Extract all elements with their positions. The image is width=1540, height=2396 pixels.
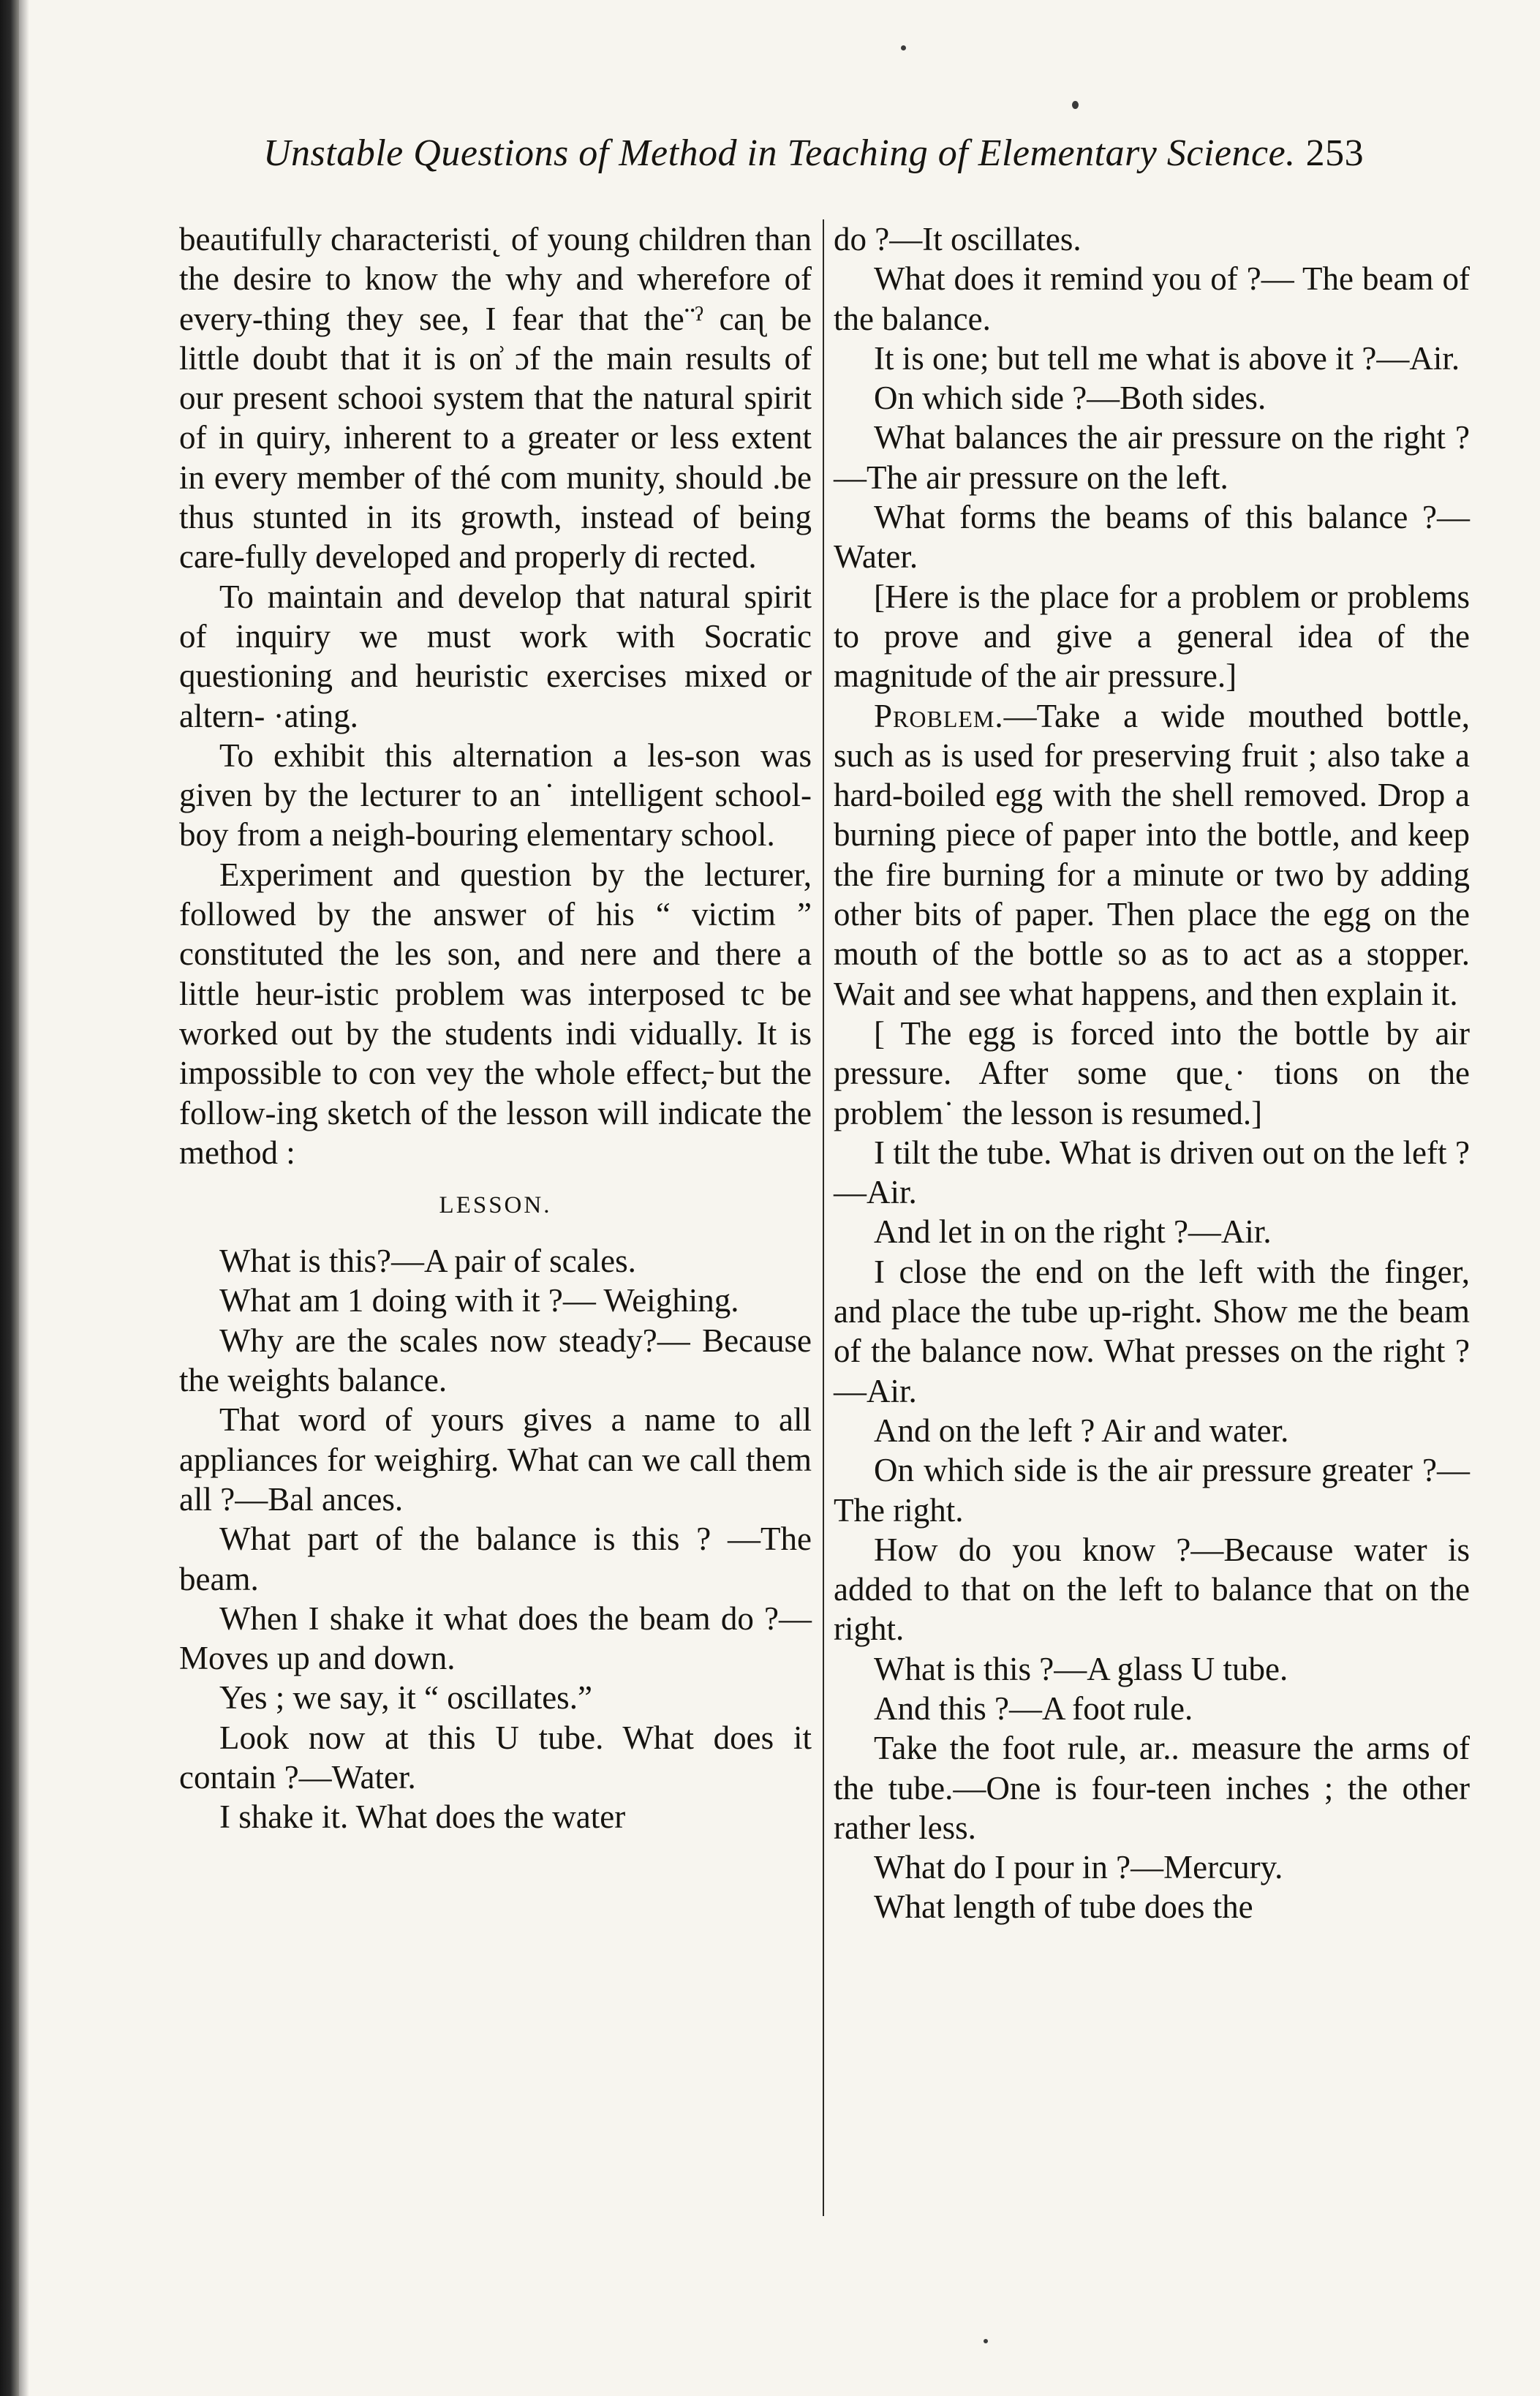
dialogue-line: do ?—It oscillates. — [834, 221, 1082, 257]
dialogue-line: I tilt the tube. What is driven out on the left ?—Air. — [834, 1134, 1470, 1211]
dialogue-line: What is this?—A pair of scales. — [219, 1243, 636, 1280]
dialogue-line: What forms the beams of this balance ?—Water. — [834, 499, 1470, 576]
dialogue-line: Why are the scales now steady?— Because the weights balance. — [179, 1322, 812, 1399]
ink-speck — [901, 45, 906, 50]
dialogue-line: I shake it. What does the water — [219, 1798, 626, 1836]
dialogue-line: And let in on the right ?—Air. — [874, 1213, 1272, 1251]
dialogue-line: What part of the balance is this ? —The beam. — [179, 1521, 812, 1597]
running-header — [263, 132, 1484, 175]
dialogue-line: When I shake it what does the beam do ?—Moves up and down. — [179, 1600, 812, 1677]
paragraph: Experiment and question by the lecturer, followed by the answer of his “ victim ” constituted the les son, and nere and there a little heur-istic problem was interposed tc be worked out by the students indi vidually. It is impossible to con vey the whole effect,̵ but the follow-ing sketch of the lesson will indicate the method : — [179, 856, 812, 1171]
problem-text: Take a wide mouthed bottle, such as is used for preserving fruit ; also take a hard-boiled egg with the shell removed. Drop a burning piece of paper into the bottle, and keep the fire burning for a minute or two by adding other bits of paper. Then place the egg on the mouth of the bottle so as to act as a stopper. Wait and see what happens, and then explain it. — [834, 697, 1470, 1012]
lesson-heading: LESSON. — [439, 1192, 552, 1219]
gutter-shadow — [19, 0, 29, 2396]
page-number: 253 — [1305, 132, 1365, 174]
column-divider — [823, 219, 824, 2216]
problem-label: Problem. — [874, 697, 1004, 734]
dialogue-line: What balances the air pressure on the right ?—The air pressure on the left. — [834, 419, 1470, 496]
right-column — [834, 219, 1470, 1927]
dialogue-line: What do I pour in ?—Mercury. — [874, 1849, 1283, 1886]
paragraph: beautifully characteristi˛ of young children than the desire to know the why and wherefore of every-thing they see, I fear that the¨ˀ caɳ be little doubt that it is on͗ ɔf the main results of our present schooi system that the natural spirit of in quiry, inherent to a greater or less extent in every member of thé com munity, should .be thus stunted in its growth, instead of being care-fully developed and properly di rected. — [179, 221, 812, 576]
problem-paragraph: Problem.—Take a wide mouthed bottle, such as is used for preserving fruit ; also take a hard-boiled egg with the shell removed. Drop a burning piece of paper into the bottle, and keep the fire burning for a minute or two by adding other bits of paper. Then place the egg on the mouth of the bottle so as to act as a stopper. Wait and see what happens, and then explain it. — [834, 697, 1470, 1012]
dialogue-line: What does it remind you of ?— The beam of the balance. — [834, 260, 1470, 337]
dialogue-line: How do you know ?—Because water is added to that on the left to balance that on the right. — [834, 1531, 1470, 1648]
bracket-note: [Here is the place for a problem or problems to prove and give a general idea of the magnitude of the air pressure.] — [834, 578, 1470, 695]
dialogue-line: On which side ?—Both sides. — [874, 380, 1267, 417]
dialogue-line: Take the foot rule, ar.. measure the arms of the tube.—One is four-teen inches ; the other rather less. — [834, 1730, 1470, 1846]
dialogue-line: On which side is the air pressure greater ?—The right. — [834, 1452, 1470, 1529]
bracket-note: [ The egg is forced into the bottle by air pressure. After some que˛· tions on the problem˙ the lesson is resumed.] — [834, 1014, 1470, 1131]
dialogue-line: What am 1 doing with it ?— Weighing. — [219, 1282, 739, 1319]
paragraph: To maintain and develop that natural spirit of inquiry we must work with Socratic questioning and heuristic exercises mixed or altern- ·ating. — [179, 578, 812, 734]
dialogue-line: That word of yours gives a name to all appliances for weighirg. What can we call them all ?—Bal ances. — [179, 1401, 812, 1518]
ink-speck — [984, 2339, 988, 2343]
left-column — [179, 219, 812, 1837]
dialogue-line: What is this ?—A glass U tube. — [874, 1650, 1288, 1687]
dialogue-line: It is one; but tell me what is above it ?—Air. — [874, 339, 1460, 377]
book-spine-shadow — [0, 0, 19, 2396]
dialogue-line: I close the end on the left with the finger, and place the tube up-right. Show me the beam of the balance now. What presses on the right ?—Air. — [834, 1253, 1470, 1409]
paragraph: To exhibit this alternation a les-son was given by the lecturer to an˙ intelligent school-boy from a neigh-bouring elementary school. — [179, 736, 812, 854]
dialogue-line: And this ?—A foot rule. — [874, 1689, 1193, 1727]
dialogue-line: Look now at this U tube. What does it contain ?—Water. — [179, 1719, 812, 1796]
running-title: Unstable Questions of Method in Teaching of Elementary Science. — [263, 132, 1296, 174]
dialogue-line: What length of tube does the — [874, 1888, 1253, 1926]
dialogue-line: And on the left ? Air and water. — [874, 1412, 1289, 1449]
ink-speck — [1072, 101, 1079, 109]
dialogue-line: Yes ; we say, it “ oscillates.” — [219, 1679, 592, 1717]
